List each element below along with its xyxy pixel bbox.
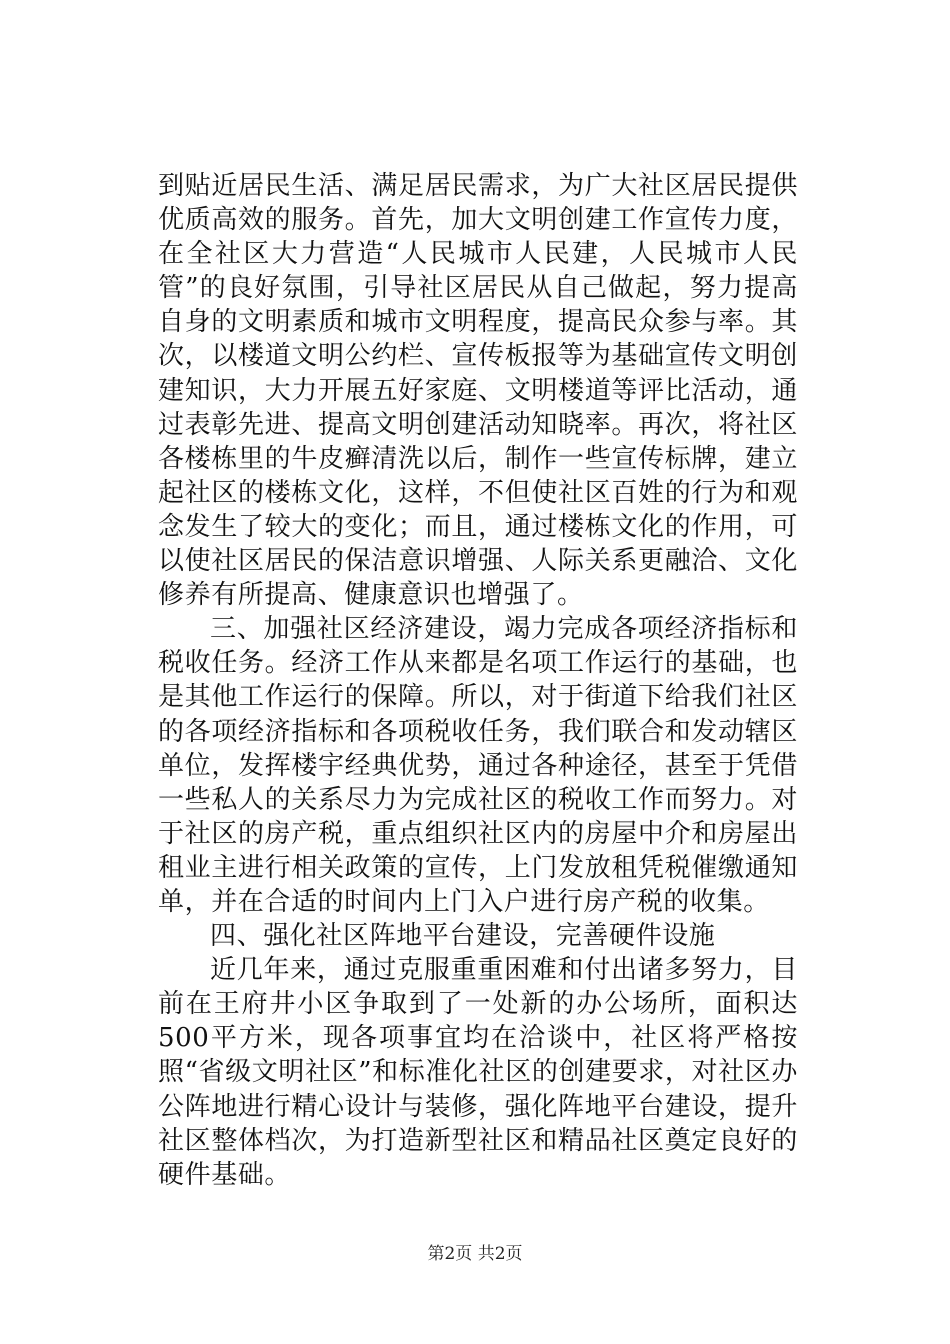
document-body: [158, 169, 798, 1192]
page-footer: 第2页 共2页: [427, 1244, 523, 1264]
paragraph-section-four: 近几年来，通过克服重重困难和付出诸多努力，目前在王府井小区争取到了一处新的办公场所，面积达500平方米，现各项事宜均在洽谈中，社区将严格按照“省级文明社区”和标准化社区的创建要求，对社区办公阵地进行精心设计与装修，强化阵地平台建设，提升社区整体档次，为打造新型社区和精品社区奠定良好的硬件基础。: [158, 955, 798, 1190]
paragraph-continuation: 到贴近居民生活、满足居民需求，为广大社区居民提供优质高效的服务。首先，加大文明创建工作宣传力度，在全社区大力营造“人民城市人民建，人民城市人民管”的良好氛围，引导社区居民从自己做起，努力提高自身的文明素质和城市文明程度，提高民众参与率。其次，以楼道文明公约栏、宣传板报等为基础宣传文明创建知识，大力开展五好家庭、文明楼道等评比活动，通过表彰先进、提高文明创建活动知晓率。再次，将社区各楼栋里的牛皮癣清洗以后，制作一些宣传标牌，建立起社区的楼栋文化，这样，不但使社区百姓的行为和观念发生了较大的变化；而且，通过楼栋文化的作用，可以使社区居民的保洁意识增强、人际关系更融洽、文化修养有所提高、健康意识也增强了。: [158, 171, 798, 611]
section-four-heading: 四、强化社区阵地平台建设，完善硬件设施: [210, 921, 716, 952]
paragraph-section-three: 三、加强社区经济建设，竭力完成各项经济指标和税收任务。经济工作从来都是名项工作运行的基础，也是其他工作运行的保障。所以，对于街道下给我们社区的各项经济指标和各项税收任务，我们联合和发动辖区单位，发挥楼宇经典优势，通过各种途径，甚至于凭借一些私人的关系尽力为完成社区的税收工作而努力。对于社区的房产税，重点组织社区内的房屋中介和房屋出租业主进行相关政策的宣传，上门发放租凭税催缴通知单，并在合适的时间内上门入户进行房产税的收集。: [158, 614, 798, 917]
